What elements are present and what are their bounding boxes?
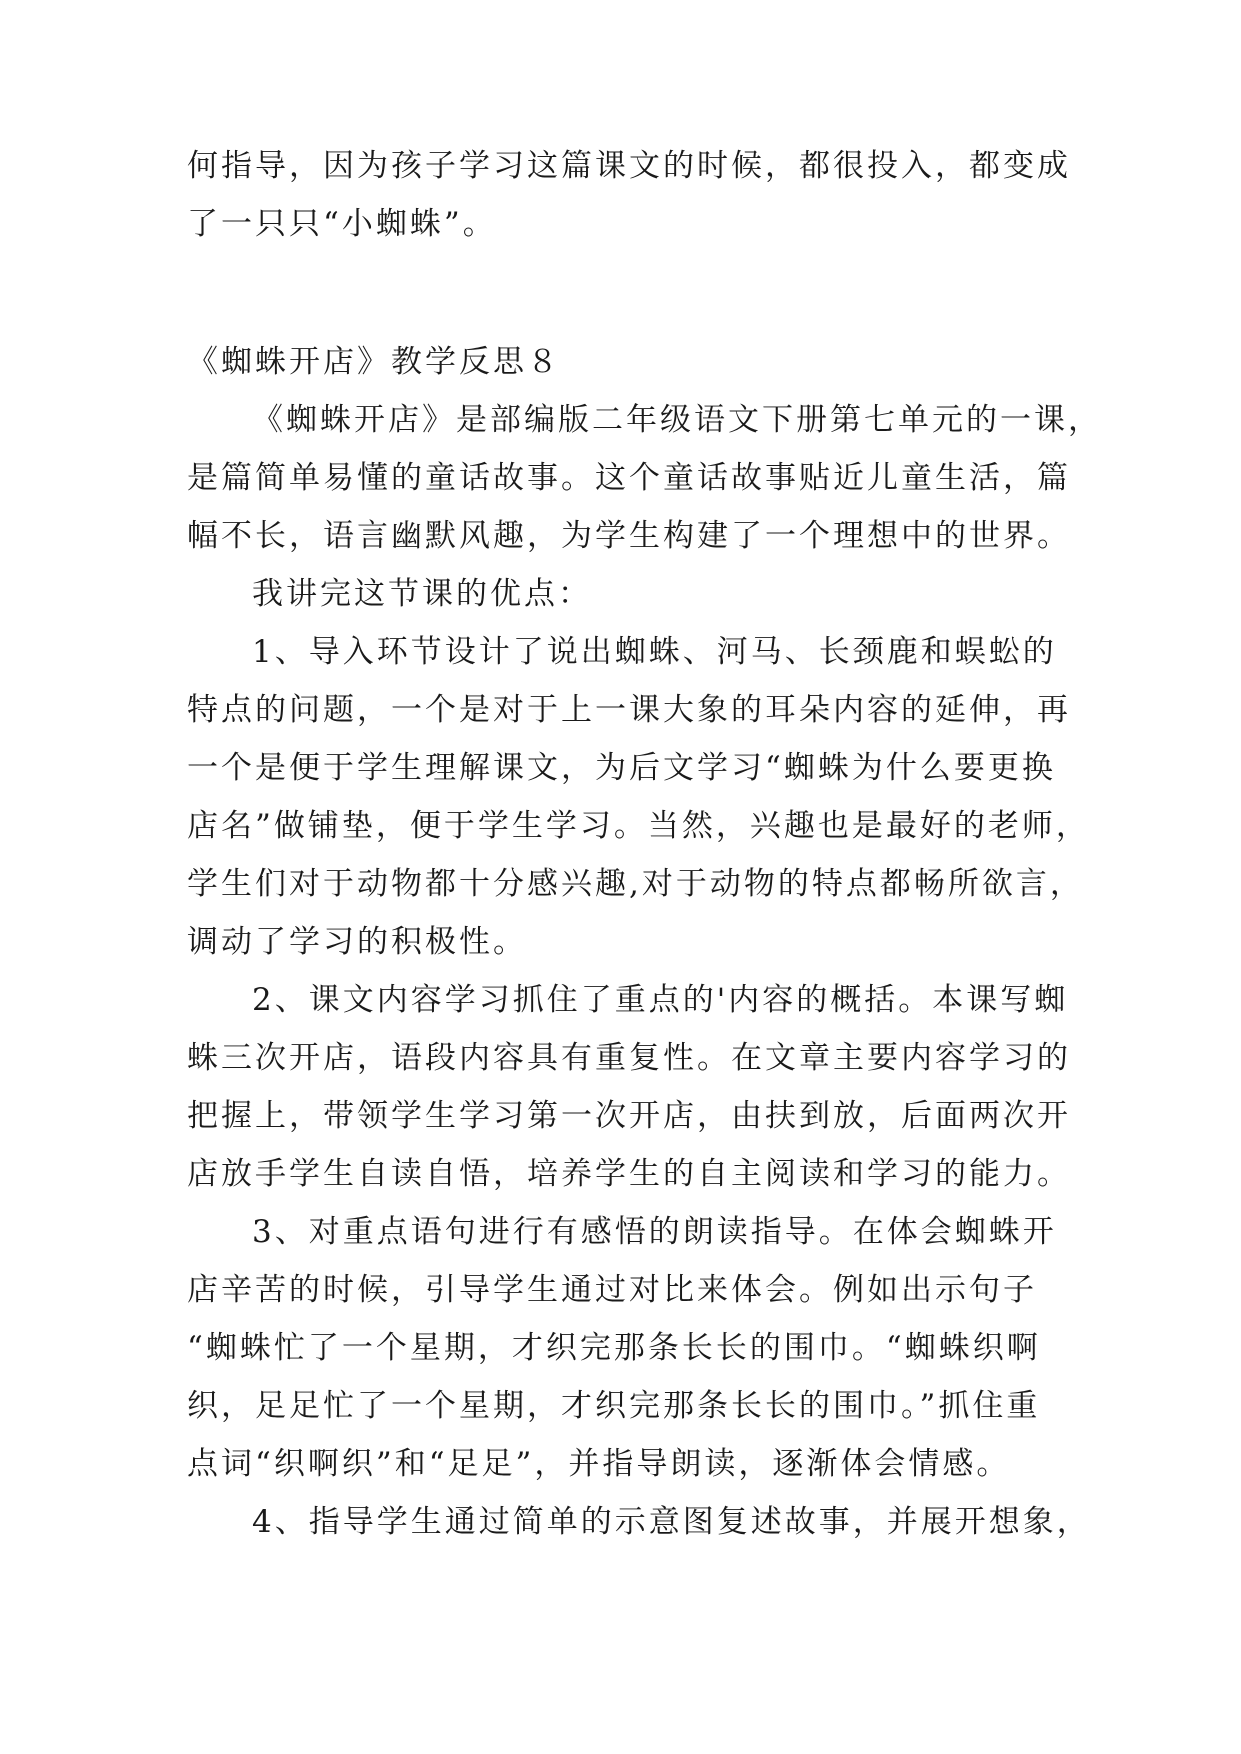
paragraph-line: 店放手学生自读自悟，培养学生的自主阅读和学习的能力。 xyxy=(187,1156,1071,1192)
paragraph-line: 店辛苦的时候，引导学生通过对比来体会。例如出示句子 xyxy=(187,1272,1037,1308)
paragraph-line: 店名”做铺垫，便于学生学习。当然，兴趣也是最好的老师， xyxy=(187,808,1090,844)
paragraph-line: 织，足足忙了一个星期，才织完那条长长的围巾。”抓住重 xyxy=(187,1388,1041,1424)
paragraph-line: 是篇简单易懂的童话故事。这个童话故事贴近儿童生活，篇 xyxy=(187,460,1071,496)
paragraph-line: 幅不长，语言幽默风趣，为学生构建了一个理想中的世界。 xyxy=(187,518,1071,554)
paragraph-line: 特点的问题，一个是对于上一课大象的耳朵内容的延伸，再 xyxy=(187,692,1071,728)
paragraph-line: 2、课文内容学习抓住了重点的'内容的概括。本课写蜘 xyxy=(252,982,1069,1018)
paragraph-line: 《蜘蛛开店》是部编版二年级语文下册第七单元的一课， xyxy=(252,402,1102,438)
paragraph-line: 4、指导学生通过简单的示意图复述故事，并展开想象， xyxy=(252,1504,1091,1540)
paragraph-line: 我讲完这节课的优点： xyxy=(252,576,592,612)
paragraph-line: 一个是便于学生理解课文，为后文学习“蜘蛛为什么要更换 xyxy=(187,750,1056,786)
continuation-line-2: 了一只只“小蜘蛛”。 xyxy=(187,206,497,242)
paragraph-line: 1、导入环节设计了说出蜘蛛、河马、长颈鹿和蜈蚣的 xyxy=(252,634,1057,670)
paragraph-line: 把握上，带领学生学习第一次开店，由扶到放，后面两次开 xyxy=(187,1098,1071,1134)
paragraph-line: 学生们对于动物都十分感兴趣,对于动物的特点都畅所欲言， xyxy=(187,866,1084,902)
paragraph-line: “蜘蛛忙了一个星期，才织完那条长长的围巾。“蜘蛛织啊 xyxy=(187,1330,1041,1366)
paragraph-line: 3、对重点语句进行有感悟的朗读指导。在体会蜘蛛开 xyxy=(252,1214,1057,1250)
paragraph-line: 蛛三次开店，语段内容具有重复性。在文章主要内容学习的 xyxy=(187,1040,1071,1076)
paragraph-line: 点词“织啊织”和“足足”，并指导朗读，逐渐体会情感。 xyxy=(187,1446,1011,1482)
paragraph-line: 调动了学习的积极性。 xyxy=(187,924,527,960)
section-title: 《蜘蛛开店》教学反思８ xyxy=(187,344,561,380)
continuation-line-1: 何指导，因为孩子学习这篇课文的时候，都很投入，都变成 xyxy=(187,148,1071,184)
